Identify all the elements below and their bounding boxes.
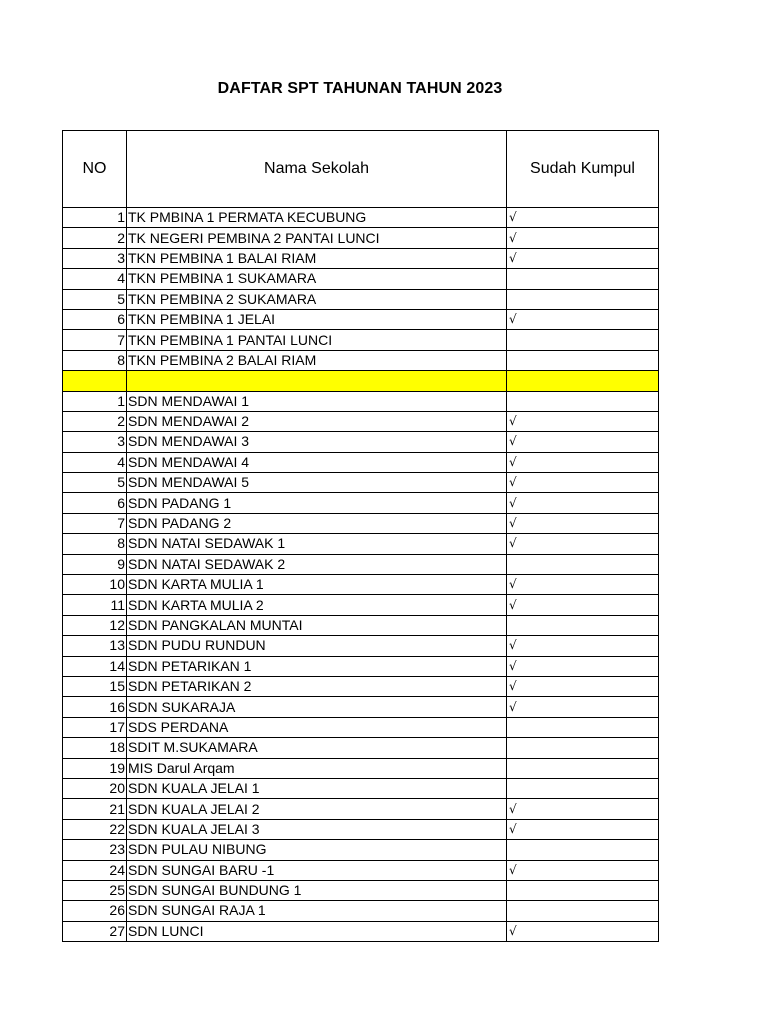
submitted-checkmark: √ xyxy=(507,595,659,615)
table-row xyxy=(63,595,659,615)
table-row xyxy=(63,452,659,472)
table-row xyxy=(63,656,659,676)
table-row xyxy=(63,289,659,309)
row-number: 4 xyxy=(63,269,127,289)
submitted-checkmark: √ xyxy=(507,432,659,452)
row-number: 1 xyxy=(63,391,127,411)
table-row xyxy=(63,615,659,635)
table-row xyxy=(63,473,659,493)
row-number: 16 xyxy=(63,697,127,717)
school-name: SDN PADANG 2 xyxy=(127,513,507,533)
school-name: TKN PEMBINA 1 BALAI RIAM xyxy=(127,248,507,268)
school-name: SDN NATAI SEDAWAK 2 xyxy=(127,554,507,574)
table-row xyxy=(63,575,659,595)
table-row xyxy=(63,717,659,737)
row-number: 1 xyxy=(63,208,127,228)
submitted-checkmark xyxy=(507,330,659,350)
school-name: TK NEGERI PEMBINA 2 PANTAI LUNCI xyxy=(127,228,507,248)
submitted-checkmark: √ xyxy=(507,636,659,656)
row-number: 13 xyxy=(63,636,127,656)
header-no: NO xyxy=(63,131,127,208)
school-name: SDN NATAI SEDAWAK 1 xyxy=(127,534,507,554)
table-row xyxy=(63,330,659,350)
submitted-checkmark xyxy=(507,778,659,798)
submitted-checkmark: √ xyxy=(507,411,659,431)
school-name: SDN PULAU NIBUNG xyxy=(127,840,507,860)
submitted-checkmark: √ xyxy=(507,819,659,839)
row-number: 17 xyxy=(63,717,127,737)
spt-table xyxy=(62,130,659,942)
school-name: SDN SUNGAI RAJA 1 xyxy=(127,901,507,921)
submitted-checkmark: √ xyxy=(507,799,659,819)
table-row xyxy=(63,697,659,717)
table-header xyxy=(63,131,659,208)
school-name: MIS Darul Arqam xyxy=(127,758,507,778)
school-name: SDN PETARIKAN 2 xyxy=(127,676,507,696)
row-number: 22 xyxy=(63,819,127,839)
table-row xyxy=(63,840,659,860)
row-number: 20 xyxy=(63,778,127,798)
table-row xyxy=(63,758,659,778)
table-row xyxy=(63,901,659,921)
row-number: 23 xyxy=(63,840,127,860)
row-number: 7 xyxy=(63,513,127,533)
submitted-checkmark xyxy=(507,391,659,411)
school-name: SDN MENDAWAI 3 xyxy=(127,432,507,452)
row-number: 8 xyxy=(63,534,127,554)
submitted-checkmark xyxy=(507,371,659,391)
table-body xyxy=(63,208,659,942)
school-name: SDN PANGKALAN MUNTAI xyxy=(127,615,507,635)
submitted-checkmark: √ xyxy=(507,656,659,676)
row-number xyxy=(63,371,127,391)
row-number: 4 xyxy=(63,452,127,472)
table-row xyxy=(63,513,659,533)
row-number: 6 xyxy=(63,493,127,513)
school-name xyxy=(127,371,507,391)
table-row xyxy=(63,208,659,228)
row-number: 10 xyxy=(63,575,127,595)
table-row xyxy=(63,799,659,819)
row-number: 21 xyxy=(63,799,127,819)
row-number: 5 xyxy=(63,473,127,493)
header-row xyxy=(63,131,659,208)
school-name: SDN SUNGAI BUNDUNG 1 xyxy=(127,880,507,900)
school-name: SDN KARTA MULIA 2 xyxy=(127,595,507,615)
row-number: 9 xyxy=(63,554,127,574)
school-name: SDN MENDAWAI 1 xyxy=(127,391,507,411)
row-number: 19 xyxy=(63,758,127,778)
submitted-checkmark: √ xyxy=(507,208,659,228)
row-number: 2 xyxy=(63,228,127,248)
submitted-checkmark: √ xyxy=(507,921,659,941)
submitted-checkmark xyxy=(507,554,659,574)
submitted-checkmark: √ xyxy=(507,452,659,472)
school-name: SDIT M.SUKAMARA xyxy=(127,738,507,758)
school-name: SDN MENDAWAI 2 xyxy=(127,411,507,431)
submitted-checkmark: √ xyxy=(507,860,659,880)
table-row xyxy=(63,248,659,268)
submitted-checkmark: √ xyxy=(507,493,659,513)
table-row xyxy=(63,493,659,513)
submitted-checkmark xyxy=(507,269,659,289)
school-name: SDN KUALA JELAI 2 xyxy=(127,799,507,819)
row-number: 6 xyxy=(63,309,127,329)
table-row xyxy=(63,880,659,900)
school-name: SDN MENDAWAI 5 xyxy=(127,473,507,493)
table-row xyxy=(63,819,659,839)
row-number: 24 xyxy=(63,860,127,880)
table-row xyxy=(63,432,659,452)
submitted-checkmark: √ xyxy=(507,248,659,268)
submitted-checkmark xyxy=(507,880,659,900)
header-submitted: Sudah Kumpul xyxy=(507,131,659,208)
submitted-checkmark xyxy=(507,901,659,921)
school-name: SDN SUNGAI BARU -1 xyxy=(127,860,507,880)
school-name: SDN PUDU RUNDUN xyxy=(127,636,507,656)
document-title: DAFTAR SPT TAHUNAN TAHUN 2023 xyxy=(217,80,503,97)
row-number: 7 xyxy=(63,330,127,350)
table-row xyxy=(63,636,659,656)
row-number: 15 xyxy=(63,676,127,696)
submitted-checkmark: √ xyxy=(507,228,659,248)
table-row xyxy=(63,534,659,554)
submitted-checkmark: √ xyxy=(507,309,659,329)
row-number: 27 xyxy=(63,921,127,941)
submitted-checkmark xyxy=(507,840,659,860)
highlight-separator-row xyxy=(63,371,659,391)
row-number: 11 xyxy=(63,595,127,615)
table-row xyxy=(63,391,659,411)
table-row xyxy=(63,554,659,574)
submitted-checkmark xyxy=(507,758,659,778)
row-number: 12 xyxy=(63,615,127,635)
table-row xyxy=(63,350,659,370)
submitted-checkmark: √ xyxy=(507,697,659,717)
submitted-checkmark: √ xyxy=(507,534,659,554)
school-name: TKN PEMBINA 1 SUKAMARA xyxy=(127,269,507,289)
row-number: 14 xyxy=(63,656,127,676)
table-row xyxy=(63,411,659,431)
submitted-checkmark: √ xyxy=(507,513,659,533)
submitted-checkmark: √ xyxy=(507,473,659,493)
table-row xyxy=(63,860,659,880)
school-name: TK PMBINA 1 PERMATA KECUBUNG xyxy=(127,208,507,228)
row-number: 5 xyxy=(63,289,127,309)
school-name: SDN LUNCI xyxy=(127,921,507,941)
submitted-checkmark xyxy=(507,289,659,309)
school-name: TKN PEMBINA 2 SUKAMARA xyxy=(127,289,507,309)
school-name: SDN KUALA JELAI 3 xyxy=(127,819,507,839)
row-number: 3 xyxy=(63,432,127,452)
school-name: SDN MENDAWAI 4 xyxy=(127,452,507,472)
submitted-checkmark xyxy=(507,738,659,758)
row-number: 25 xyxy=(63,880,127,900)
school-name: SDN SUKARAJA xyxy=(127,697,507,717)
school-name: TKN PEMBINA 1 PANTAI LUNCI xyxy=(127,330,507,350)
table-row xyxy=(63,778,659,798)
table-row xyxy=(63,309,659,329)
submitted-checkmark: √ xyxy=(507,676,659,696)
row-number: 18 xyxy=(63,738,127,758)
school-name: SDN PETARIKAN 1 xyxy=(127,656,507,676)
table-row xyxy=(63,269,659,289)
school-name: TKN PEMBINA 2 BALAI RIAM xyxy=(127,350,507,370)
table-row xyxy=(63,228,659,248)
row-number: 2 xyxy=(63,411,127,431)
table-row xyxy=(63,676,659,696)
table-row xyxy=(63,738,659,758)
school-name: SDS PERDANA xyxy=(127,717,507,737)
submitted-checkmark xyxy=(507,717,659,737)
school-name: SDN KUALA JELAI 1 xyxy=(127,778,507,798)
row-number: 26 xyxy=(63,901,127,921)
row-number: 8 xyxy=(63,350,127,370)
school-name: SDN PADANG 1 xyxy=(127,493,507,513)
submitted-checkmark xyxy=(507,350,659,370)
row-number: 3 xyxy=(63,248,127,268)
table-row xyxy=(63,921,659,941)
submitted-checkmark: √ xyxy=(507,575,659,595)
school-name: SDN KARTA MULIA 1 xyxy=(127,575,507,595)
header-school-name: Nama Sekolah xyxy=(127,131,507,208)
school-name: TKN PEMBINA 1 JELAI xyxy=(127,309,507,329)
submitted-checkmark xyxy=(507,615,659,635)
